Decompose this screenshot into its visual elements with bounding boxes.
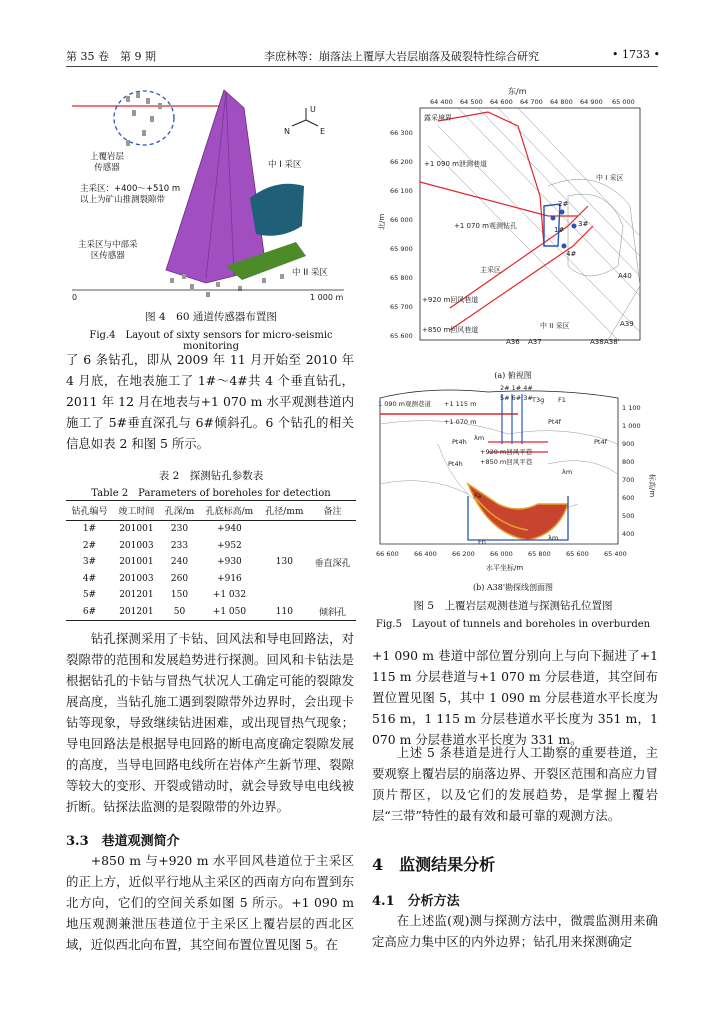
section-4-1-body bbox=[372, 910, 658, 952]
table-cell bbox=[260, 587, 309, 604]
y-tick: 600 bbox=[622, 494, 635, 502]
label-a40: A40 bbox=[618, 272, 632, 280]
y-tick: 800 bbox=[622, 458, 635, 466]
table-cell: 201201 bbox=[113, 604, 160, 621]
table-cell: +1 032 bbox=[212, 590, 247, 601]
x-tick: 64 400 bbox=[430, 98, 453, 106]
table-cell: 201003 bbox=[119, 540, 154, 551]
x-tick: 66 200 bbox=[452, 550, 475, 558]
y-tick: 700 bbox=[622, 476, 635, 484]
table-cell: 1# bbox=[82, 524, 97, 535]
fig5a-svg bbox=[368, 86, 658, 368]
table-cell bbox=[309, 571, 356, 588]
fig5b-x-label: 水平坐标/m bbox=[486, 564, 524, 572]
label-h3: 3# bbox=[578, 220, 589, 228]
compass-u: U bbox=[310, 105, 316, 114]
fig4-caption-cn: 图 4 60 通道传感器布置图 bbox=[145, 311, 277, 323]
y-tick: 65 700 bbox=[390, 303, 413, 311]
table-row bbox=[66, 571, 356, 588]
table-cell: 5# bbox=[82, 590, 97, 601]
scale-start: 0 bbox=[72, 293, 78, 302]
fig5b-ore-body bbox=[468, 484, 568, 540]
section-4-title: 4 监测结果分析 bbox=[372, 855, 496, 874]
table-cell bbox=[309, 587, 356, 604]
y-tick: 65 800 bbox=[390, 274, 413, 282]
table2-header-cell: 竣工时间 bbox=[113, 501, 160, 521]
journal-volume: 第 35 卷 第 9 期 bbox=[66, 50, 156, 63]
table-cell: 110 bbox=[260, 604, 309, 621]
table2-title-en: Table 2 Parameters of boreholes for detection bbox=[91, 488, 331, 499]
table-cell: 201201 bbox=[119, 590, 154, 601]
fig5a-subcaption: (a) 俯视图 bbox=[494, 371, 532, 380]
label-a37: A37 bbox=[528, 338, 542, 346]
fig4-sensor-circle bbox=[114, 91, 174, 145]
fig5b-subcaption: (b) A38'勘探线剖面图 bbox=[472, 583, 554, 592]
x-tick: 64 500 bbox=[460, 98, 483, 106]
table-cell: 201001 bbox=[119, 557, 154, 568]
y-tick: 66 100 bbox=[390, 187, 413, 195]
fig5-caption-cn: 图 5 上覆岩层观测巷道与探测钻孔位置图 bbox=[413, 600, 613, 612]
fig4-label-main-middle: 主采区与中部采 区传感器 bbox=[78, 240, 138, 261]
fig4-teal-block bbox=[250, 184, 304, 236]
label-fn: Fn bbox=[478, 538, 486, 546]
table-cell bbox=[309, 521, 356, 538]
label-a39: A39 bbox=[620, 320, 634, 328]
table-row bbox=[66, 604, 356, 621]
label-mid1: 中 I 采区 bbox=[596, 174, 624, 182]
label-850b: +850 m回风平巷 bbox=[480, 458, 533, 466]
fig4-caption-en: Fig.4 Layout of sixty sensors for micro-seismic monitoring bbox=[89, 330, 333, 352]
table-cell bbox=[260, 538, 309, 555]
y-tick: 66 200 bbox=[390, 158, 413, 166]
table-cell: +940 bbox=[217, 524, 242, 535]
compass-e: E bbox=[320, 127, 326, 136]
table2-header-cell: 孔底标高/m bbox=[199, 501, 259, 521]
label-h1: 1# bbox=[554, 226, 565, 234]
x-tick: 66 400 bbox=[414, 550, 437, 558]
table-cell: 3# bbox=[82, 557, 97, 568]
label-holes-top: 2# 1# 4# bbox=[500, 384, 533, 392]
x-tick: 64 900 bbox=[580, 98, 603, 106]
label-pt4f-a: Pt4f bbox=[548, 418, 561, 426]
label-h2: 2# bbox=[558, 200, 569, 208]
table-cell: 6# bbox=[66, 604, 113, 621]
y-tick: 900 bbox=[622, 440, 635, 448]
label-920b: +920 m回风平巷 bbox=[480, 448, 533, 456]
label-f1: F1 bbox=[558, 396, 566, 404]
running-title: 李庶林等：崩落法上覆厚大岩层崩落及破裂特性综合研究 bbox=[264, 50, 539, 63]
label-t3g: T3g bbox=[532, 396, 545, 404]
table-cell bbox=[260, 521, 309, 538]
label-lm2: λm bbox=[562, 468, 573, 476]
x-tick: 65 000 bbox=[612, 98, 635, 106]
label-outcrop: 露采境界 bbox=[424, 114, 452, 122]
fig5-caption-en: Fig.5 Layout of tunnels and boreholes in overburden bbox=[375, 619, 651, 630]
y-tick: 66 300 bbox=[390, 129, 413, 137]
table-cell: 201001 bbox=[119, 524, 154, 535]
label-920: +920 m回风巷道 bbox=[422, 296, 479, 304]
left-paragraph-1 bbox=[66, 349, 354, 454]
x-tick: 65 600 bbox=[566, 550, 589, 558]
fig5b-x-ticks bbox=[376, 550, 627, 558]
label-1115: +1 115 m bbox=[444, 400, 477, 408]
fig5a-top-title: 东/m bbox=[508, 87, 527, 96]
section-3-3-title: 3.3 巷道观测简介 bbox=[66, 834, 180, 849]
table-cell: 倾斜孔 bbox=[309, 604, 356, 621]
fig5a-x-ticks bbox=[430, 98, 635, 106]
label-main: 主采区 bbox=[480, 266, 501, 274]
y-tick: 65 600 bbox=[390, 332, 413, 340]
fig5b-svg bbox=[368, 384, 658, 580]
x-tick: 64 700 bbox=[520, 98, 543, 106]
section-4-1-title: 4.1 分析方法 bbox=[372, 894, 460, 909]
page-number: • 1733 • bbox=[612, 48, 660, 61]
section-3-3-body bbox=[66, 850, 354, 955]
table2-header-cell: 孔径/mm bbox=[260, 501, 309, 521]
table2 bbox=[66, 500, 356, 621]
table-row bbox=[66, 554, 356, 571]
fig5b-y-ticks bbox=[622, 404, 641, 538]
right-paragraph-2 bbox=[372, 742, 658, 826]
table-cell: 2# bbox=[82, 540, 97, 551]
table-cell: 130 bbox=[275, 557, 293, 568]
label-mid2: 中 II 采区 bbox=[540, 322, 570, 330]
fig5a-y-ticks bbox=[390, 129, 413, 340]
table-cell bbox=[260, 571, 309, 588]
figure-5b bbox=[368, 384, 658, 580]
table-cell: 垂直深孔 bbox=[314, 558, 351, 569]
fig4-label-sensors: 上覆岩层 传感器 bbox=[90, 152, 125, 173]
fig4-label-main-zone: 主采区：+400～+510 m 以上为矿山推测裂隙带 bbox=[80, 184, 181, 205]
right-paragraph-2-text: 上述 5 条巷道是进行人工勘察的重要巷道，主要观察上覆岩层的崩落边界、开裂区范围和高应力冒顶片帮区，以及它们的发展趋势，是掌握上覆岩层“三带”特性的最有效和最可靠的观测方法。 bbox=[372, 745, 658, 823]
fig4-label-middle-zone: 中 I 采区 bbox=[268, 160, 302, 170]
table-cell: 230 bbox=[170, 524, 189, 535]
table-cell bbox=[309, 538, 356, 555]
table-cell: 260 bbox=[170, 573, 189, 584]
label-a38p: A38' bbox=[604, 338, 620, 346]
label-h4: 4# bbox=[566, 250, 577, 258]
table2-header-cell: 孔深/m bbox=[160, 501, 199, 521]
x-tick: 64 600 bbox=[490, 98, 513, 106]
table2-grid bbox=[66, 500, 356, 621]
scale-end: 1 000 m bbox=[310, 293, 344, 302]
y-tick: 400 bbox=[622, 530, 635, 538]
section-4-1-text: 在上述监(观)测与探测方法中，微震监测用来确定高应力集中区的内外边界；钻孔用来探测确定 bbox=[372, 913, 658, 949]
right-paragraph-1-text: +1 090 m 巷道中部位置分别向上与向下掘进了+1 115 m 分层巷道与+1 070 m 分层巷道，其空间布置位置见图 5，其中 1 090 m 分层巷道水平长度为 516 m，1 115 m 分层巷道水平长度为 351 m，1 070 m 分层巷道水平长度为 331 m。 bbox=[372, 648, 658, 747]
section-3-3-text: +850 m 与+920 m 水平回风巷道位于主采区的正上方，近似平行地从主采区的西南方向布置到东北方向，它们的空间关系如图 5 所示。+1 090 m 地压观测兼泄压巷道位于主采区上覆岩层的西北区域，近似西北向布置，其空间布置位置见图 5。在 bbox=[66, 853, 354, 952]
x-tick: 65 400 bbox=[604, 550, 627, 558]
table-row bbox=[66, 587, 356, 604]
fig4-sensor-markers bbox=[126, 92, 162, 146]
table2-header-row bbox=[66, 501, 356, 521]
label-1090: +1 090 m泄测巷道 bbox=[424, 160, 487, 168]
label-lm1: λm bbox=[474, 434, 485, 442]
label-850: +850 m回风巷道 bbox=[422, 326, 479, 334]
table-cell: 4# bbox=[82, 573, 97, 584]
table-cell: 240 bbox=[170, 557, 189, 568]
label-holes-mid: 5# 6# 3# bbox=[500, 394, 533, 402]
label-a36: A36 bbox=[506, 338, 520, 346]
left-paragraph-1-text: 了 6 条钻孔，即从 2009 年 11 月开始至 2010 年 4 月底，在地表施工了 1#～4#共 4 个垂直钻孔，2011 年 12 月在地表与+1 070 m 水平观测巷道内施工了 5#垂直深孔与 6#倾斜孔。6 个钻孔的相关信息如表 2 和图 5 所示。 bbox=[66, 352, 354, 451]
y-tick: 1 100 bbox=[622, 404, 641, 412]
y-tick: 1 000 bbox=[622, 422, 641, 430]
table-cell: 201003 bbox=[119, 573, 154, 584]
y-tick: 65 900 bbox=[390, 245, 413, 253]
table-row bbox=[66, 538, 356, 555]
table-row bbox=[66, 521, 356, 538]
fig5a-y-label: 北/m bbox=[378, 213, 386, 230]
left-paragraph-2 bbox=[66, 628, 354, 817]
y-tick: 500 bbox=[622, 512, 635, 520]
table-cell: +952 bbox=[217, 540, 242, 551]
x-tick: 64 800 bbox=[550, 98, 573, 106]
table2-title-cn: 表 2 探测钻孔参数表 bbox=[158, 470, 264, 482]
compass-n: N bbox=[284, 127, 290, 136]
x-tick: 65 800 bbox=[528, 550, 551, 558]
y-tick: 66 000 bbox=[390, 216, 413, 224]
figure-5a bbox=[368, 86, 658, 368]
right-paragraph-1 bbox=[372, 645, 658, 750]
x-tick: 66 000 bbox=[490, 550, 513, 558]
fig5a-labels bbox=[422, 113, 634, 346]
left-paragraph-2-text: 钻孔探测采用了卡钻、回风法和导电回路法，对裂隙带的范围和发展趋势进行探测。回风和卡钻法是根据钻孔的卡钻与冒热气状况人工确定可能的裂隙发展高度，当钻孔施工遇到裂隙带外边界时，会出现卡钻等现象，导致继续钻进困难，或出现冒热气现象；导电回路法是根据导电回路的断电高度确定裂隙发展的高度，当导电回路电线所在岩体产生新节理、裂隙等较大的变形、开裂或错动时，就会导致导电电线被折断。钻探法监测的是裂隙带的外边界。 bbox=[66, 631, 354, 814]
fig5a-blue-tunnel bbox=[544, 204, 560, 246]
label-pt4f-b: Pt4f bbox=[594, 438, 607, 446]
table-cell: 50 bbox=[160, 604, 199, 621]
label-pt4h-b: Pt4h bbox=[448, 460, 463, 468]
label-1090b: 1 090 m观测巷道 bbox=[378, 400, 432, 408]
header-rule bbox=[66, 66, 658, 67]
label-1070: +1 070 m观测钻孔 bbox=[454, 222, 517, 230]
table2-header-cell: 备注 bbox=[309, 501, 356, 521]
table-cell: +916 bbox=[217, 573, 242, 584]
label-pt4h-a: Pt4h bbox=[452, 438, 467, 446]
fig5b-y-label: 标高/m bbox=[648, 474, 656, 498]
table-cell: 150 bbox=[170, 590, 189, 601]
label-a38: A38 bbox=[590, 338, 604, 346]
table-cell: +1 050 bbox=[199, 604, 259, 621]
figure-4 bbox=[66, 78, 356, 306]
label-fa: Fa bbox=[474, 492, 482, 500]
table2-header-cell: 钻孔编号 bbox=[66, 501, 113, 521]
table-cell: 233 bbox=[170, 540, 189, 551]
fig4-label-zone2: 中 II 采区 bbox=[292, 268, 328, 278]
table-cell: +930 bbox=[217, 557, 242, 568]
x-tick: 66 600 bbox=[376, 550, 399, 558]
label-lm3: λm bbox=[548, 534, 559, 542]
label-1070b: +1 070 m bbox=[444, 418, 477, 426]
